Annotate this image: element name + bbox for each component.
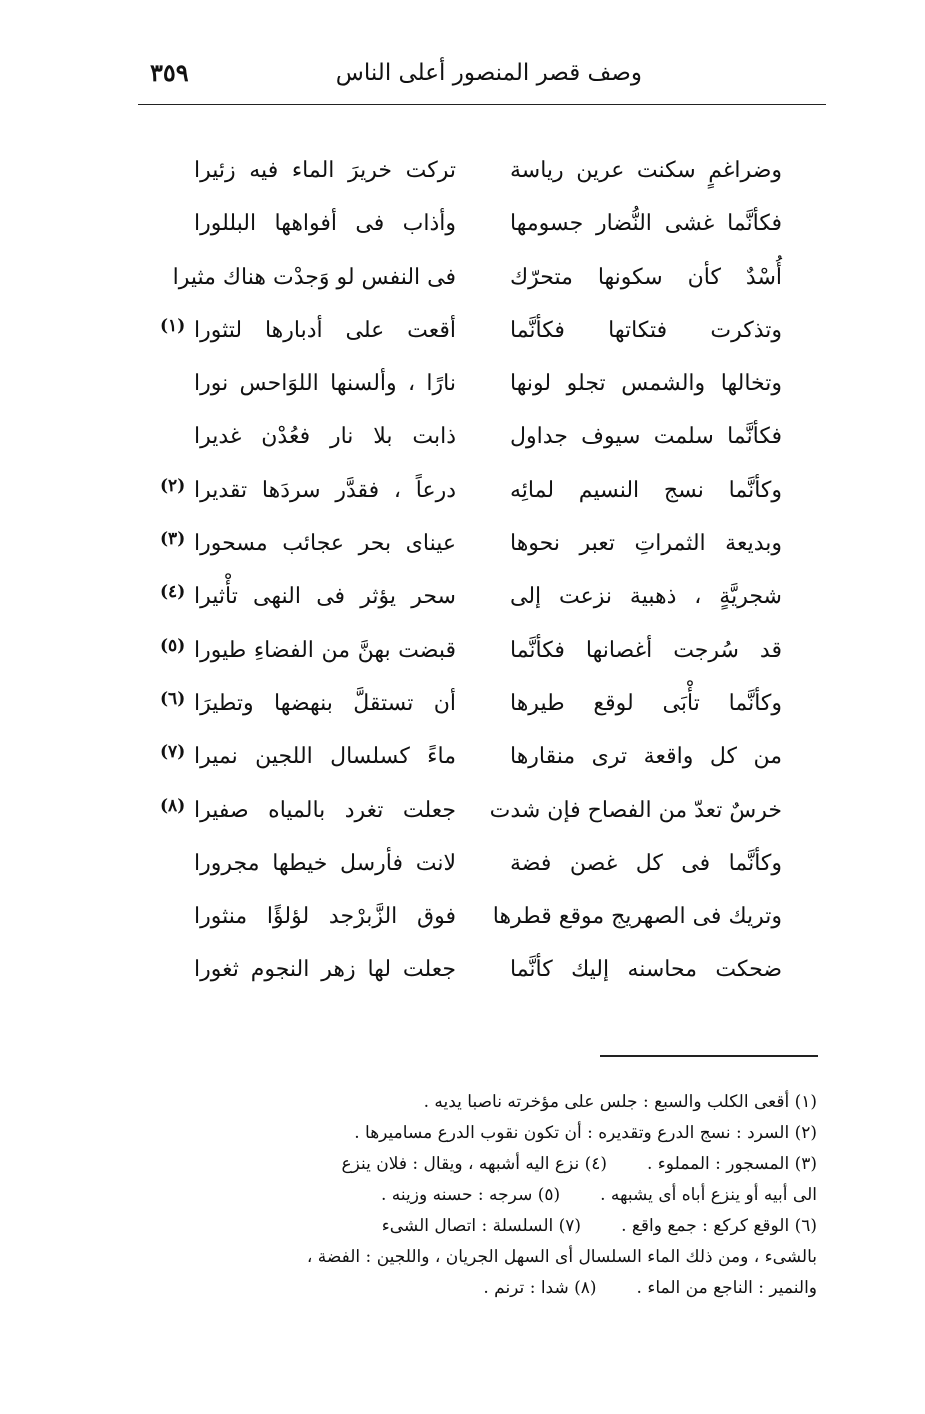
footnote-divider bbox=[600, 1055, 818, 1057]
second-hemistich: وأذاب فى أفواهها البللورا bbox=[194, 211, 456, 237]
second-hemistich: قبضت بهنَّ من الفضاءِ طيورا bbox=[194, 637, 456, 663]
footnote-text: بالشىء ، ومن ذلك الماء السلسال أى السهل الجريان ، واللجين : الفضة ، bbox=[306, 1247, 817, 1267]
verse-line bbox=[160, 949, 790, 1002]
second-hemistich: فوق الزَّبرْجد لؤلؤًا منثورا bbox=[194, 904, 456, 930]
second-hemistich: لانت فأرسل خيطها مجرورا bbox=[194, 850, 456, 876]
header-divider bbox=[138, 104, 826, 105]
second-hemistich: أن تستقلَّ بنهضها وتطيرَا bbox=[194, 690, 456, 716]
first-hemistich: وتخالها والشمس تجلو لونها bbox=[510, 371, 782, 397]
first-hemistich: قد سُرجت أغصانها فكأنَّما bbox=[510, 637, 782, 663]
first-hemistich: شجريَّةٍ ، ذهبية نزعت إلى bbox=[510, 584, 782, 610]
footnote-line bbox=[145, 1247, 817, 1278]
verse-line bbox=[160, 203, 790, 256]
first-hemistich: وكأنَّما تأْبَى لوقع طيرها bbox=[510, 690, 782, 716]
footnote-text: (٨) شدا : ترنم . bbox=[483, 1278, 597, 1298]
second-hemistich: أقعت على أدبارها لتثورا bbox=[194, 317, 456, 343]
footnote-ref: (٦) bbox=[160, 688, 186, 709]
verse-line bbox=[160, 363, 790, 416]
footnote-ref: (٧) bbox=[160, 742, 186, 763]
first-hemistich: وتذكرت فتكاتها فكأنَّما bbox=[510, 317, 782, 343]
verse-line bbox=[160, 576, 790, 629]
footnote-line bbox=[145, 1092, 817, 1123]
first-hemistich: وكأنَّما فى كل غصن فضة bbox=[510, 850, 782, 876]
footnotes-block bbox=[145, 1092, 817, 1309]
footnote-line bbox=[145, 1185, 817, 1216]
verse-line bbox=[160, 630, 790, 683]
first-hemistich: فكأنَّما غشى النُّضار جسومها bbox=[510, 211, 782, 237]
footnote-ref: (٣) bbox=[160, 529, 186, 550]
verse-line bbox=[160, 257, 790, 310]
footnote-text: (٧) السلسلة : اتصال الشىء bbox=[381, 1216, 582, 1236]
footnote-text: (٣) المسجور : المملوء . bbox=[647, 1154, 817, 1174]
footnote-ref: (١) bbox=[160, 315, 186, 336]
footnote-text: (١) أقعى الكلب والسبع : جلس على مؤخرته ناصبا يديه . bbox=[423, 1092, 817, 1112]
first-hemistich: ضحكت محاسنه إليك كأنَّما bbox=[510, 957, 782, 983]
footnote-line bbox=[145, 1278, 817, 1309]
second-hemistich: ذابت بلا نار فعُدْن غديرا bbox=[194, 424, 456, 450]
running-header bbox=[138, 56, 820, 100]
first-hemistich: فكأنَّما سلمت سيوف جداول bbox=[510, 424, 782, 450]
second-hemistich: عيناى بحر عجائب مسحورا bbox=[194, 531, 456, 557]
second-hemistich: جعلت لها زهر النجوم ثغورا bbox=[194, 957, 456, 983]
footnote-text: (٢) السرد : نسج الدرع وتقديره : أن تكون نقوب الدرع مساميرها . bbox=[354, 1123, 817, 1143]
footnote-text: والنمير : الناجع من الماء . bbox=[636, 1278, 817, 1298]
verse-line bbox=[160, 736, 790, 789]
second-hemistich: سحر يؤثر فى النهى تأْثيرا bbox=[194, 584, 456, 610]
second-hemistich: فى النفس لو وَجدْت هناك مثيرا bbox=[172, 264, 456, 290]
footnote-ref: (٤) bbox=[160, 582, 186, 603]
second-hemistich: جعلت تغرد بالمياه صفيرا bbox=[194, 797, 456, 823]
first-hemistich: وبديعة الثمراتِ تعبر نحوها bbox=[510, 531, 782, 557]
verse-line bbox=[160, 150, 790, 203]
footnote-ref: (٢) bbox=[160, 475, 186, 496]
footnote-ref: (٨) bbox=[160, 795, 186, 816]
footnote-line bbox=[145, 1123, 817, 1154]
footnote-text: الى أبيه أو ينزع أباه أى يشبهه . bbox=[600, 1185, 817, 1205]
verse-line bbox=[160, 310, 790, 363]
verse-line bbox=[160, 843, 790, 896]
page-number: ٣٥٩ bbox=[150, 58, 189, 87]
first-hemistich: خرسٌ تعدّ من الفصاح فإن شدت bbox=[489, 797, 782, 823]
footnote-line bbox=[145, 1216, 817, 1247]
first-hemistich: من كل واقعة ترى منقارها bbox=[510, 744, 782, 770]
footnote-ref: (٥) bbox=[160, 635, 186, 656]
second-hemistich: درعاً ، فقدَّر سردَها تقديرا bbox=[194, 477, 456, 503]
footnote-line bbox=[145, 1154, 817, 1185]
first-hemistich: أُسْدٌ كأن سكونها متحرّك bbox=[510, 264, 782, 290]
verse-line bbox=[160, 523, 790, 576]
second-hemistich: ماءً كسلسال اللجين نميرا bbox=[194, 744, 456, 770]
verse-line bbox=[160, 683, 790, 736]
second-hemistich: نارًا ، وألسنها اللوَاحس نورا bbox=[194, 371, 456, 397]
footnote-text: (٥) سرجه : حسنه وزينه . bbox=[381, 1185, 561, 1205]
first-hemistich: وضراغمٍ سكنت عرين رياسة bbox=[510, 158, 782, 183]
verse-line bbox=[160, 470, 790, 523]
footnote-text: (٦) الوقع كركع : جمع واقع . bbox=[621, 1216, 817, 1236]
verse-line bbox=[160, 416, 790, 469]
verse-line bbox=[160, 896, 790, 949]
poem-block bbox=[160, 150, 790, 1003]
first-hemistich: وكأنَّما نسج النسيم لمائِه bbox=[510, 477, 782, 503]
running-title: وصف قصر المنصور أعلى الناس bbox=[335, 60, 642, 86]
footnote-text: (٤) نزع اليه أشبهه ، ويقال : فلان ينزع bbox=[341, 1154, 607, 1174]
second-hemistich: تركت خريرَ الماء فيه زئيرا bbox=[194, 158, 456, 183]
verse-line bbox=[160, 790, 790, 843]
first-hemistich: وتريك فى الصهريج موقع قطرها bbox=[492, 904, 782, 930]
